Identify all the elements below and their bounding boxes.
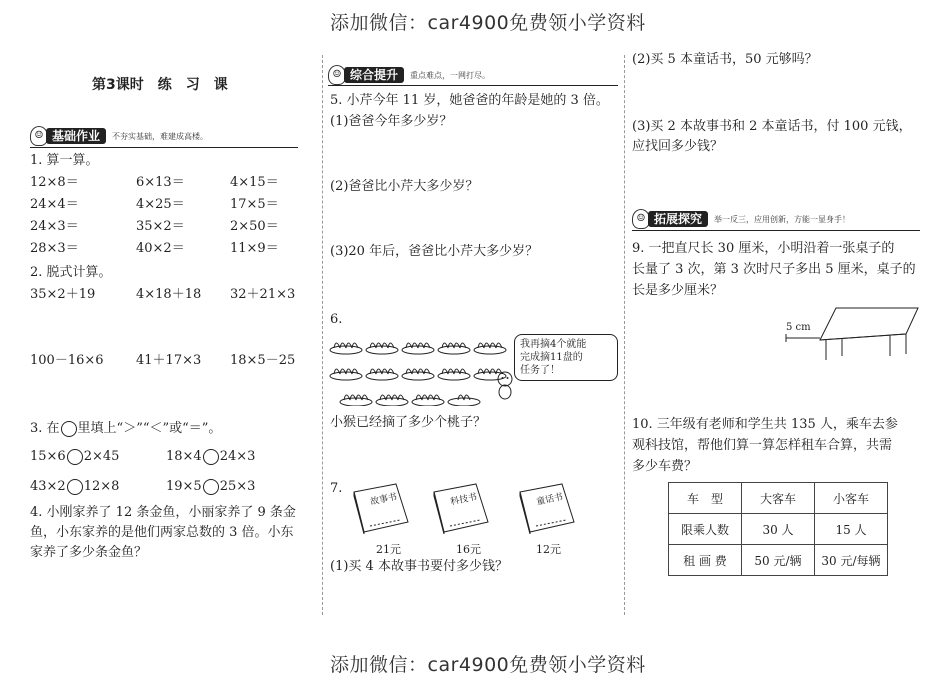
book-story <box>350 482 410 534</box>
banner-rule <box>328 85 618 86</box>
section-label: 综合提升 <box>344 67 404 83</box>
q3-item: 19×5 25×3 <box>166 479 256 494</box>
q4-line: 鱼，小东家养的是他们两家总数的 3 倍。小东 <box>30 525 294 540</box>
q1-cell: 4×25＝ <box>136 197 185 212</box>
section-tagline: 重点难点，一网打尽。 <box>410 70 491 80</box>
q4 <box>30 503 296 563</box>
banner-rule <box>632 230 920 231</box>
q6-number: 6. <box>330 312 343 327</box>
book-price: 12元 <box>536 543 561 556</box>
ruler-label: 5 cm <box>786 322 811 333</box>
monkey-icon <box>494 370 516 400</box>
section-banner-basic <box>30 127 208 145</box>
q2-expr: 4×18＋18 <box>136 287 202 302</box>
q7-sub3 <box>632 117 912 157</box>
q10-line: 观科技馆，帮他们算一算怎样租车合算，共需 <box>632 438 893 453</box>
q10-line: 多少车费？ <box>632 459 698 474</box>
book-title: 科技书 <box>449 492 479 508</box>
peach-plates-figure <box>328 328 508 406</box>
watermark-top: 添加微信：car4900免费领小学资料 <box>330 12 646 34</box>
q1-cell: 28×3＝ <box>30 241 79 256</box>
q9-line: 9. 一把直尺长 30 厘米，小明沿着一张桌子的 <box>632 241 895 256</box>
q1-cell: 6×13＝ <box>136 175 185 190</box>
q1-cell: 40×2＝ <box>136 241 185 256</box>
q6-question: 小猴已经摘了多少个桃子？ <box>330 415 487 430</box>
q3-prefix: 3. 在 <box>30 421 60 436</box>
speech-line: 我再摘4个就能 <box>520 339 587 350</box>
q7-number: 7. <box>330 481 343 496</box>
compare-circle[interactable] <box>203 479 219 495</box>
q1-cell: 24×3＝ <box>30 219 79 234</box>
q1-cell: 24×4＝ <box>30 197 79 212</box>
q9-line: 长是多少厘米？ <box>632 283 724 298</box>
table-cell: 30 元/每辆 <box>815 545 888 576</box>
q3-item: 43×2 12×8 <box>30 479 120 494</box>
q3-title <box>30 420 221 438</box>
compare-circle[interactable] <box>203 449 219 465</box>
q1-title: 1. 算一算。 <box>30 153 99 168</box>
q2-title: 2. 脱式计算。 <box>30 265 112 280</box>
section-banner-extension <box>632 210 850 228</box>
q10-line: 10. 三年级有老师和学生共 135 人，乘车去参 <box>632 417 898 432</box>
table-cell: 50 元/辆 <box>742 545 815 576</box>
q7-sub3-line: (3)买 2 本故事书和 2 本童话书，付 100 元钱， <box>632 119 912 134</box>
q5-stem: 5. 小芹今年 11 岁，她爸爸的年龄是她的 3 倍。 <box>330 93 609 108</box>
q2-expr: 32＋21×3 <box>230 287 296 302</box>
compare-circle[interactable] <box>67 449 83 465</box>
table-row <box>669 514 888 545</box>
q4-line: 家养了多少条金鱼？ <box>30 545 148 560</box>
monkey-speech-bubble <box>514 334 618 381</box>
speech-line: 完成摘11盘的 <box>520 352 583 363</box>
watermark-bottom: 添加微信：car4900免费领小学资料 <box>330 654 646 676</box>
q5-sub2: (2)爸爸比小芹大多少岁？ <box>330 179 479 194</box>
compare-circle[interactable] <box>67 479 83 495</box>
monkey-icon: ☺ <box>632 209 650 229</box>
table-cell: 租 画 费 <box>669 545 742 576</box>
book-price: 16元 <box>456 543 481 556</box>
table-row <box>669 545 888 576</box>
peach-plate <box>330 343 506 406</box>
q3-item: 18×4 24×3 <box>166 449 256 464</box>
q2-expr: 35×2＋19 <box>30 287 96 302</box>
lesson-title: 第3课时 练 习 课 <box>92 77 228 93</box>
bus-fare-table <box>668 482 888 576</box>
q3-suffix: 里填上“＞”“＜”或“＝”。 <box>77 421 222 436</box>
q7-sub2: (2)买 5 本童话书，50 元够吗？ <box>632 52 818 67</box>
q1-cell: 12×8＝ <box>30 175 79 190</box>
q4-line: 4. 小刚家养了 12 条金鱼，小丽家养了 9 条金 <box>30 505 296 520</box>
speech-line: 任务了！ <box>520 365 560 376</box>
q1-cell: 4×15＝ <box>230 175 279 190</box>
section-tagline: 不夯实基础，难建成高楼。 <box>112 131 209 141</box>
q1-cell: 35×2＝ <box>136 219 185 234</box>
table-cell: 30 人 <box>742 514 815 545</box>
section-label: 拓展探究 <box>648 211 708 227</box>
q5-sub1: (1)爸爸今年多少岁？ <box>330 114 453 129</box>
book-fairytale <box>516 482 576 534</box>
book-price: 21元 <box>376 543 401 556</box>
column-divider-1 <box>322 55 323 615</box>
q1-cell: 11×9＝ <box>230 241 279 256</box>
table-header-cell: 车 型 <box>669 483 742 514</box>
column-divider-2 <box>624 55 625 615</box>
section-label: 基础作业 <box>46 128 106 144</box>
q9-line: 长量了 3 次，第 3 次时尺子多出 5 厘米，桌子的 <box>632 262 916 277</box>
book-title: 故事书 <box>369 492 399 508</box>
table-cell: 限乘人数 <box>669 514 742 545</box>
q9 <box>632 238 916 301</box>
q1-cell: 2×50＝ <box>230 219 279 234</box>
section-banner-synthesis <box>328 66 490 84</box>
q2-expr: 100－16×6 <box>30 353 104 368</box>
section-tagline: 举一反三，应用创新，方能一显身手！ <box>714 214 851 224</box>
answer-circle-icon <box>61 421 77 437</box>
table-row <box>669 483 888 514</box>
q1-grid <box>30 174 300 262</box>
q10 <box>632 414 898 477</box>
q7-sub1: (1)买 4 本故事书要付多少钱？ <box>330 559 508 574</box>
q3-item: 15×6 2×45 <box>30 449 120 464</box>
q2-expr: 18×5－25 <box>230 353 296 368</box>
book-title: 童话书 <box>535 492 565 508</box>
q1-cell: 17×5＝ <box>230 197 279 212</box>
table-cell: 15 人 <box>815 514 888 545</box>
table-ruler-figure <box>780 300 924 366</box>
table-header-cell: 大客车 <box>742 483 815 514</box>
monkey-icon: ☺ <box>30 126 48 146</box>
q5-sub3: (3)20 年后，爸爸比小芹大多少岁？ <box>330 244 539 259</box>
q7-sub3-line: 应找回多少钱？ <box>632 139 724 154</box>
monkey-icon: ☺ <box>328 65 346 85</box>
book-science <box>430 482 490 534</box>
table-header-cell: 小客车 <box>815 483 888 514</box>
q2-expr: 41＋17×3 <box>136 353 202 368</box>
banner-rule <box>30 147 298 148</box>
